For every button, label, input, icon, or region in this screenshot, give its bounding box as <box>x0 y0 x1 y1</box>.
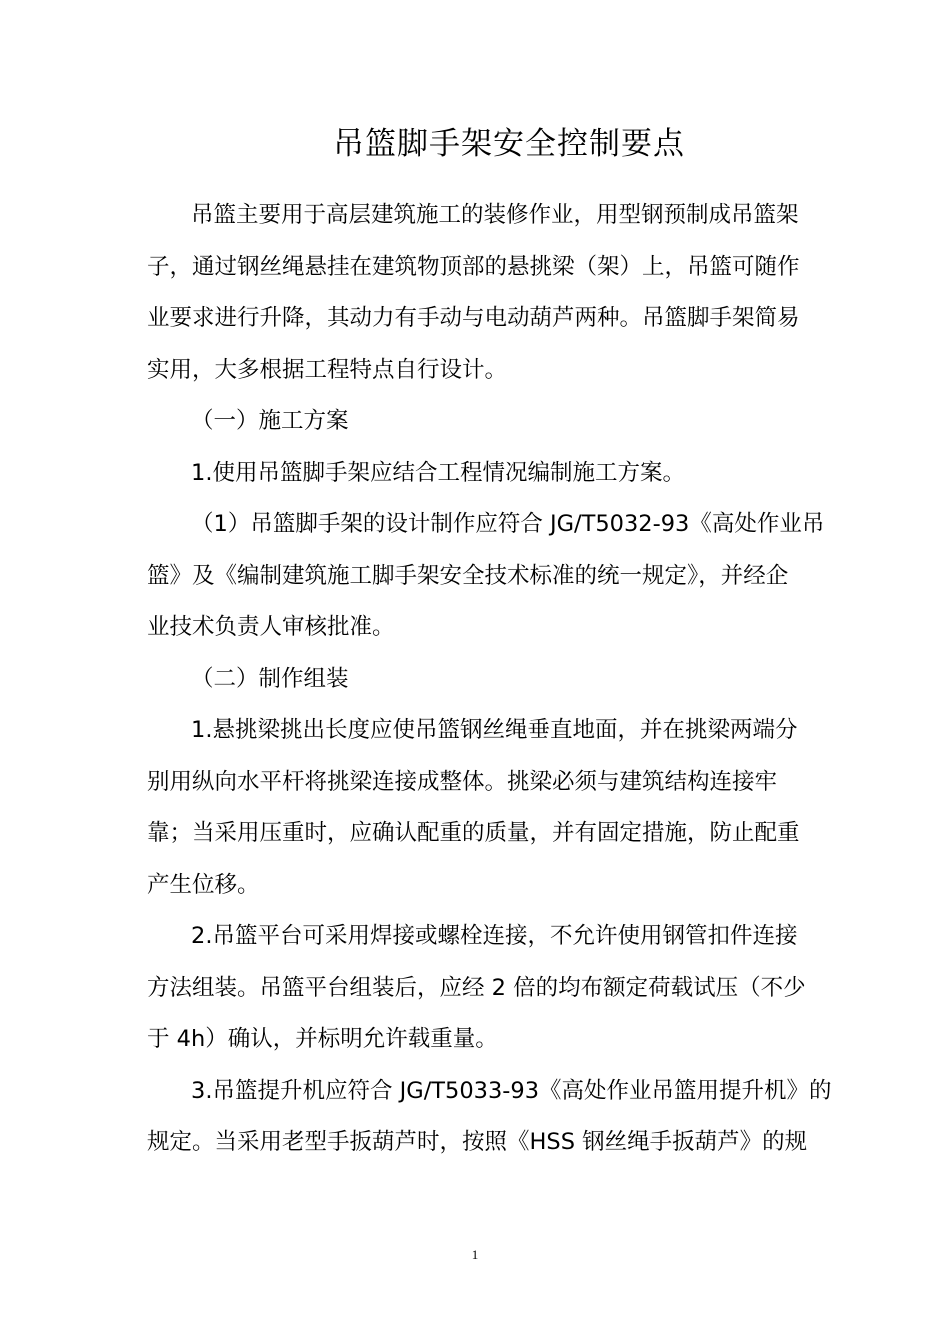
paragraph-line: 业要求进行升降，其动力有手动与电动葫芦两种。吊篮脚手架简易 <box>147 305 800 331</box>
paragraph-line: 规定。当采用老型手扳葫芦时，按照《HSS 钢丝绳手扳葫芦》的规 <box>147 1129 808 1155</box>
paragraph-line: 业技术负责人审核批准。 <box>147 614 395 640</box>
paragraph-line: 于 4h）确认，并标明允许载重量。 <box>147 1026 498 1052</box>
paragraph-line: 1.悬挑梁挑出长度应使吊篮钢丝绳垂直地面，并在挑梁两端分 <box>191 717 798 743</box>
paragraph-line: 2.吊篮平台可采用焊接或螺栓连接，不允许使用钢管扣件连接 <box>191 923 798 949</box>
paragraph-line: 靠；当采用压重时，应确认配重的质量，并有固定措施，防止配重 <box>147 820 800 846</box>
paragraph-line: 别用纵向水平杆将挑梁连接成整体。挑梁必须与建筑结构连接牢 <box>147 768 778 795</box>
document-body <box>147 193 832 1172</box>
paragraph-line: 产生位移。 <box>147 871 260 898</box>
paragraph-line: （1）吊篮脚手架的设计制作应符合 JG/T5032-93《高处作业吊 <box>191 511 825 537</box>
paragraph-line: 1.使用吊篮脚手架应结合工程情况编制施工方案。 <box>191 459 685 486</box>
section-heading: （二）制作组装 <box>191 665 349 692</box>
paragraph-line: 方法组装。吊篮平台组装后，应经 2 倍的均布额定荷载试压（不少 <box>147 974 806 1001</box>
paragraph-line: 3.吊篮提升机应符合 JG/T5033-93《高处作业吊篮用提升机》的 <box>191 1077 832 1104</box>
paragraph-line: 吊篮主要用于高层建筑施工的装修作业，用型钢预制成吊篮架 <box>191 202 799 228</box>
paragraph-line: 子，通过钢丝绳悬挂在建筑物顶部的悬挑梁（架）上，吊篮可随作 <box>147 253 800 280</box>
page-number: 1 <box>471 1247 479 1262</box>
section-heading: （一）施工方案 <box>191 408 349 434</box>
document-title: 吊篮脚手架安全控制要点 <box>333 126 685 162</box>
paragraph-line: 实用，大多根据工程特点自行设计。 <box>147 356 508 383</box>
paragraph-line: 篮》及《编制建筑施工脚手架安全技术标准的统一规定》，并经企 <box>147 562 789 589</box>
